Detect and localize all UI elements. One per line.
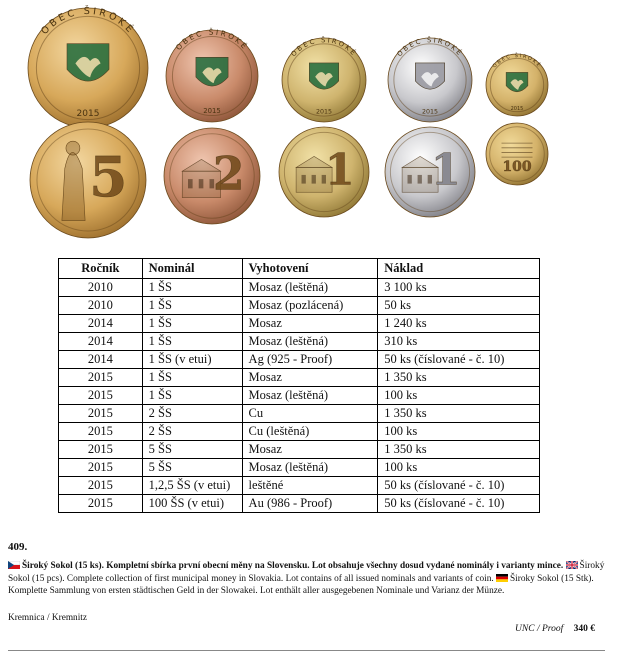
cell-nominal: 1 ŠS [142,369,242,387]
cell-year: 2015 [59,387,143,405]
cell-mintage: 100 ks [378,387,540,405]
coin-year: 2015 [315,108,333,116]
coin-obverse-copper [166,28,258,122]
cell-mintage: 50 ks (číslované - č. 10) [378,477,540,495]
table-row [59,279,540,297]
cell-year: 2015 [59,405,143,423]
coin-obverse-silver [388,35,472,122]
condition-label: UNC / Proof [515,624,564,634]
cell-nominal: 1 ŠS (v etui) [142,351,242,369]
cell-mintage: 50 ks (číslované - č. 10) [378,351,540,369]
header-execution: Vyhotovení [242,259,378,279]
description-german: Široky Sokol (15 Stk). Komplette Sammlung von ersten städtischen Geld in der Slowakei. Lot enthält aller ausgegebenen Nominale und Varianz der Münze. [8,573,594,596]
cell-year: 2010 [59,279,143,297]
cell-mintage: 100 ks [378,459,540,477]
coin-obverse-brass [28,4,148,128]
cell-nominal: 1 ŠS [142,387,242,405]
cell-nominal: 1 ŠS [142,297,242,315]
cell-execution: Mosaz [242,315,378,333]
cell-execution: leštěné [242,477,378,495]
coin-year: 2015 [510,105,524,112]
cell-nominal: 1,2,5 ŠS (v etui) [142,477,242,495]
coin-obverse-gold [282,35,366,122]
cell-execution: Mosaz (leštěná) [242,333,378,351]
cell-nominal: 1 ŠS [142,315,242,333]
cell-mintage: 310 ks [378,333,540,351]
cell-mintage: 50 ks [378,297,540,315]
coin-reverse-copper [164,128,260,224]
description-czech: Široký Sokol (15 ks). Kompletní sbírka první obecní měny na Slovensku. Lot obsahuje všechny dosud vydané nominály i varianty mince. [22,561,564,571]
table-row [59,423,540,441]
cell-year: 2014 [59,315,143,333]
coin-obverse-small-gold [486,52,548,116]
table-row [59,351,540,369]
cell-mintage: 100 ks [378,423,540,441]
uk-flag-icon [566,561,578,569]
lot-description [8,560,608,598]
coin-legend: OBEC ŠIROKÉ [39,5,137,37]
mint-place: Kremnica / Kremnitz [8,613,87,623]
reverse-row [30,122,548,238]
obverse-row [28,4,548,128]
cell-mintage: 50 ks (číslované - č. 10) [378,495,540,513]
coin-denomination: 1 [430,145,461,196]
cell-nominal: 5 ŠS [142,459,242,477]
coin-year: 2015 [203,106,221,115]
price-row [515,624,595,634]
cell-execution: Cu (leštěná) [242,423,378,441]
cell-execution: Mosaz [242,369,378,387]
cell-execution: Au (986 - Proof) [242,495,378,513]
cell-year: 2015 [59,369,143,387]
coin-legend: OBEC ŠIROKÉ [395,36,465,59]
table-row [59,387,540,405]
coin-denomination: 100 [502,159,532,176]
cell-nominal: 1 ŠS [142,279,242,297]
coin-denomination: 1 [324,145,355,196]
coin-denomination: 2 [212,146,245,201]
lot-number: 409. [8,541,28,553]
coin-photo-panel [0,0,617,250]
cell-mintage: 3 100 ks [378,279,540,297]
header-mintage: Náklad [378,259,540,279]
cell-execution: Mosaz (leštěná) [242,387,378,405]
coin-legend: OBEC ŠIROKÉ [289,36,359,59]
cell-nominal: 100 ŠS (v etui) [142,495,242,513]
cell-mintage: 1 350 ks [378,369,540,387]
cell-execution: Mosaz (pozlácená) [242,297,378,315]
cell-mintage: 1 350 ks [378,405,540,423]
starting-price: 340 € [573,624,595,634]
coin-legend: OBEC ŠIROKÉ [491,53,543,70]
cell-execution: Cu [242,405,378,423]
mintage-table [58,258,540,513]
table-row [59,441,540,459]
table-header-row [59,259,540,279]
cell-year: 2015 [59,459,143,477]
table-row [59,369,540,387]
coin-legend: OBEC ŠIROKÉ [173,27,251,53]
cell-year: 2010 [59,297,143,315]
cell-year: 2015 [59,441,143,459]
table-row [59,297,540,315]
coin-year: 2015 [76,109,100,119]
table-row [59,405,540,423]
cell-year: 2015 [59,477,143,495]
czech-flag-icon [8,561,20,569]
cell-nominal: 2 ŠS [142,423,242,441]
table-row [59,477,540,495]
table-row [59,459,540,477]
cell-nominal: 2 ŠS [142,405,242,423]
coin-denomination: 5 [89,144,128,210]
coin-reverse-small-gold [486,123,548,185]
cell-year: 2015 [59,423,143,441]
cell-execution: Mosaz (leštěná) [242,279,378,297]
table-row [59,315,540,333]
coin-reverse-gold [279,127,369,217]
coin-reverse-silver [385,127,475,217]
description-english: Široký Sokol (15 pcs). Complete collection of first municipal money in Slovakia. Lot contains of all issued nominals and variants of coin. [8,561,605,584]
cell-nominal: 1 ŠS [142,333,242,351]
header-nominal: Nominál [142,259,242,279]
table-row [59,495,540,513]
cell-year: 2015 [59,495,143,513]
cell-execution: Mosaz (leštěná) [242,459,378,477]
cell-year: 2014 [59,333,143,351]
bottom-divider [8,650,605,651]
german-flag-icon [496,574,508,582]
header-year: Ročník [59,259,143,279]
table-row [59,333,540,351]
coin-year: 2015 [421,108,439,116]
coin-reverse-brass [30,122,146,238]
cell-execution: Ag (925 - Proof) [242,351,378,369]
cell-nominal: 5 ŠS [142,441,242,459]
cell-execution: Mosaz [242,441,378,459]
cell-mintage: 1 240 ks [378,315,540,333]
cell-mintage: 1 350 ks [378,441,540,459]
cell-year: 2014 [59,351,143,369]
